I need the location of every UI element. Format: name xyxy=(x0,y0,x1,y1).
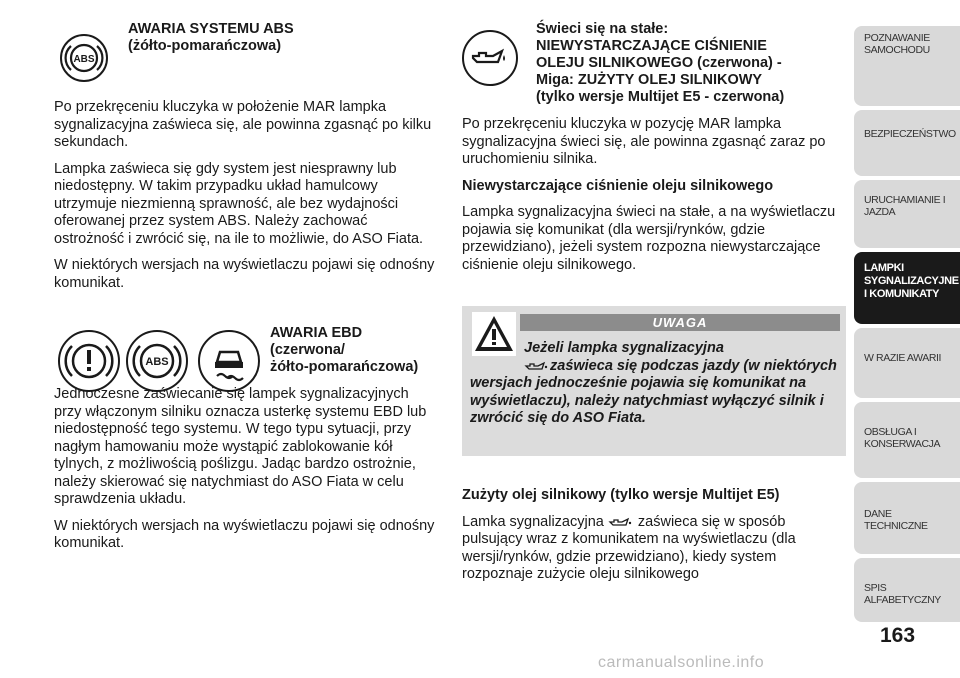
abs-subtitle: (żółto-pomarańczowa) xyxy=(128,38,282,54)
oil-inline-icon-2 xyxy=(608,516,634,528)
warning-note-line-2: zaświeca się podczas jazdy (w niektórych wersjach jednocześnie pojawia się komunikat na wyświetlaczu), należy natychmiast wyłączyć silnik i zwrócić się do ASO Fiata. xyxy=(470,357,837,426)
tab-label: KONSERWACJA xyxy=(864,438,941,450)
tab-label: I KOMUNIKATY xyxy=(864,288,940,300)
tab-poznawanie-samochodu[interactable] xyxy=(854,26,960,106)
abs-paragraph-3: W niektórych wersjach na wyświetlaczu pojawi się odnośny komunikat. xyxy=(54,257,435,291)
oil-paragraph-3b: zaświeca się w sposób pulsujący wraz z komunikatem na wyświetlaczu (dla wersji/rynków, gdzie przewidziano), kiedy system rozpoznaje zużycie oleju silnikowego xyxy=(462,513,796,582)
tab-label: W RAZIE AWARII xyxy=(864,352,942,364)
warning-note-title: UWAGA xyxy=(520,314,840,331)
tab-spis-alfabetyczny[interactable] xyxy=(854,558,960,622)
oil-pressure-icon xyxy=(462,30,518,86)
tab-label: OBSŁUGA I xyxy=(864,426,917,438)
oil-heading-2: NIEWYSTARCZAJĄCE CIŚNIENIE xyxy=(536,38,767,54)
oil-subheading-1: Niewystarczające ciśnienie oleju silnikowego xyxy=(462,177,774,194)
ebd-title: AWARIA EBD xyxy=(270,325,363,341)
ebd-heading xyxy=(270,325,460,376)
tab-label: LAMPKI xyxy=(864,262,904,274)
warning-note-line-1: Jeżeli lampka sygnalizacyjna xyxy=(524,340,724,356)
tab-w-razie-awarii[interactable] xyxy=(854,328,960,398)
oil-heading-4: Miga: ZUŻYTY OLEJ SILNIKOWY xyxy=(536,72,763,88)
tab-label: SYGNALIZACYJNE xyxy=(864,275,959,287)
oil-paragraph-3a: Lamka sygnalizacyjna xyxy=(462,513,604,530)
tab-label: BEZPIECZEŃSTWO xyxy=(864,128,956,140)
ebd-paragraph-2: W niektórych wersjach na wyświetlaczu pojawi się odnośny komunikat. xyxy=(54,517,435,551)
ebd-line-2: (czerwona/ xyxy=(270,342,345,358)
tab-uruchamianie-jazda[interactable] xyxy=(854,180,960,248)
tab-label: SAMOCHODU xyxy=(864,44,930,56)
tab-dane-techniczne[interactable] xyxy=(854,482,960,554)
abs-body xyxy=(54,99,438,301)
oil-heading-1: Świeci się na stałe: xyxy=(536,21,669,37)
oil-heading-5: (tylko wersje Multijet E5 - czerwona) xyxy=(536,89,785,105)
abs-ebd-icon-label: ABS xyxy=(145,356,169,368)
tab-obsluga-konserwacja[interactable] xyxy=(854,402,960,478)
oil-paragraph-1: Po przekręceniu kluczyka w pozycję MAR lampka sygnalizacyjna świeci się, ale powinna zgasnąć zaraz po uruchomieniu silnika. xyxy=(462,116,826,167)
abs-icon-label: ABS xyxy=(73,54,95,65)
warning-note xyxy=(462,306,846,456)
tab-bezpieczenstwo[interactable] xyxy=(854,110,960,176)
oil-body-top xyxy=(462,116,846,283)
tab-label: SPIS ALFABETYCZNY xyxy=(864,582,941,606)
page-number: 163 xyxy=(880,624,916,647)
tab-lampki-sygnalizacyjne[interactable] xyxy=(854,252,960,324)
abs-warning-icon xyxy=(60,34,108,82)
footer-watermark: carmanualsonline.info xyxy=(598,654,765,671)
oil-body-bottom xyxy=(462,487,846,593)
ebd-line-3: żółto-pomarańczowa) xyxy=(270,359,419,375)
abs-heading xyxy=(128,21,428,55)
warning-note-text xyxy=(470,340,842,428)
tab-label: DANE TECHNICZNE xyxy=(864,508,928,532)
oil-heading xyxy=(536,21,846,106)
tab-label: POZNAWANIE xyxy=(864,32,930,44)
tab-label: URUCHAMIANIE I xyxy=(864,194,946,206)
stability-control-icon xyxy=(198,330,260,392)
abs-ebd-icon xyxy=(126,330,188,392)
oil-inline-icon xyxy=(524,360,550,372)
oil-paragraph-2: Lampka sygnalizacyjna świeci na stałe, a na wyświetlaczu pojawia się komunikat (dla wersji/rynków, gdzie przewidziano), jeżeli system rozpozna niewystarczające ciśnienie oleju silnikowego. xyxy=(462,204,836,273)
oil-paragraph-3 xyxy=(462,514,846,584)
oil-heading-3: OLEJU SILNIKOWEGO (czerwona) - xyxy=(536,55,782,71)
abs-paragraph-2: Lampka zaświeca się gdy system jest niesprawny lub niedostępny. W takim przypadku układ hamulcowy utrzymuje niezmienną sprawność, ale bez wydajności oferowanej przez system ABS. Należy zachować ostrożność i zwrócić się, na ile to możliwie, do ASO Fiata. xyxy=(54,160,424,247)
tab-label: JAZDA xyxy=(864,206,896,218)
abs-paragraph-1: Po przekręceniu kluczyka w położenie MAR lampka sygnalizacyjna zaświeca się, ale powinna zgasnąć po kilku sekundach. xyxy=(54,99,432,150)
brake-warning-icon xyxy=(58,330,120,392)
abs-title: AWARIA SYSTEMU ABS xyxy=(128,21,294,37)
ebd-body xyxy=(54,386,438,562)
ebd-paragraph-1: Jednoczesne zaświecanie się lampek sygnalizacyjnych przy włączonym silniku oznacza usterkę systemu EBD lub niedostępność tego systemu. W tego typu sytuacji, przy nagłym hamowaniu może wystąpić zablokowanie kół tylnych, z możliwością poślizgu. Jadąc bardzo ostrożnie, należy skierować się natychmiast do ASO Fiata w celu sprawdzenia układu. xyxy=(54,386,427,507)
oil-subheading-2: Zużyty olej silnikowy (tylko wersje Multijet E5) xyxy=(462,487,780,503)
